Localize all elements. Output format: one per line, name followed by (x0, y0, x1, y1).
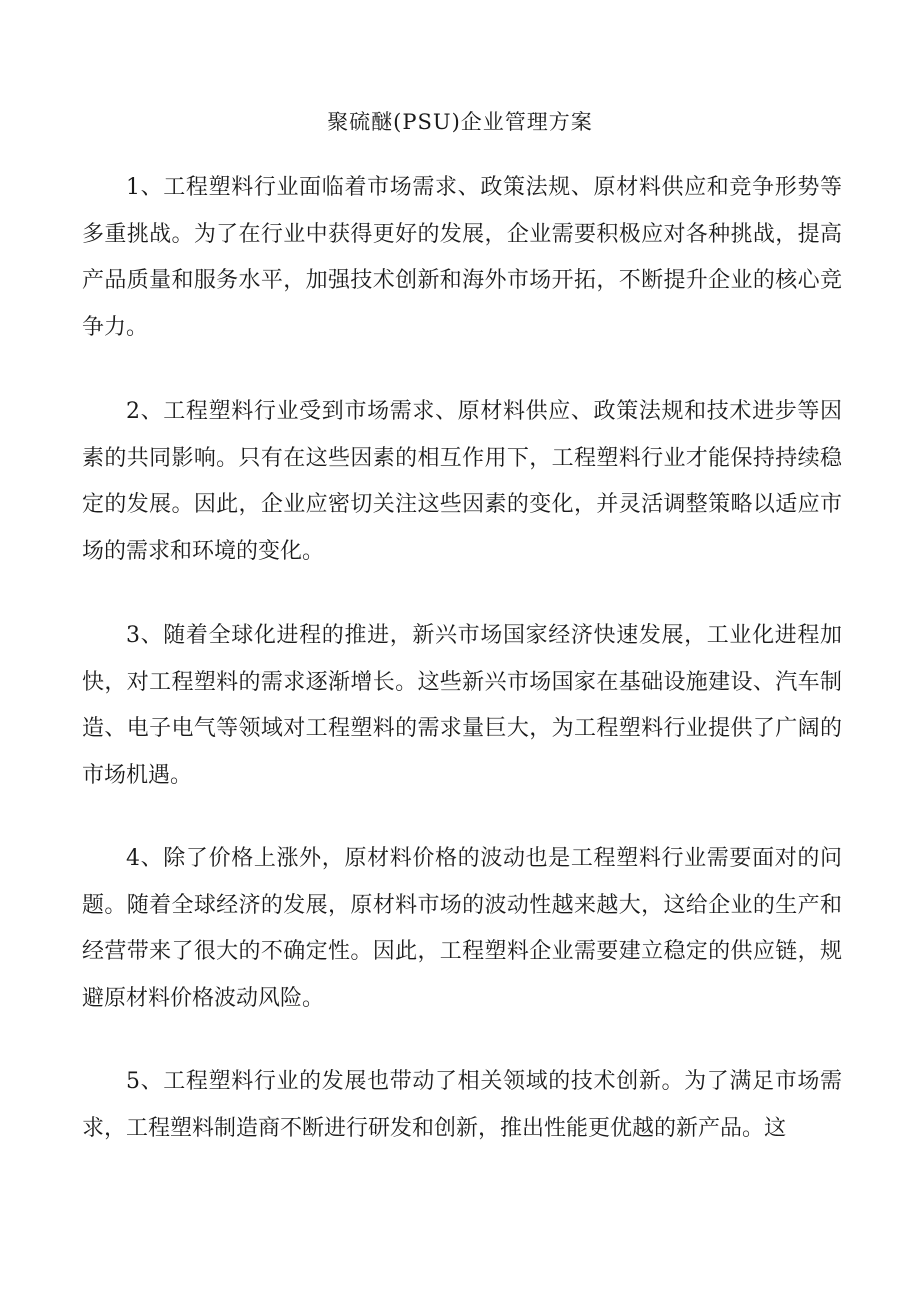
paragraph-4: 4、除了价格上涨外，原材料价格的波动也是工程塑料行业需要面对的问题。随着全球经济的发展，原材料市场的波动性越来越大，这给企业的生产和经营带来了很大的不确定性。因此，工程塑料企业需要建立稳定的供应链，规避原材料价格波动风险。 (82, 846, 842, 1012)
paragraph-1: 1、工程塑料行业面临着市场需求、政策法规、原材料供应和竞争形势等多重挑战。为了在行业中获得更好的发展，企业需要积极应对各种挑战，提高产品质量和服务水平，加强技术创新和海外市场开拓，不断提升企业的核心竞争力。 (82, 175, 842, 341)
paragraph-5: 5、工程塑料行业的发展也带动了相关领域的技术创新。为了满足市场需求，工程塑料制造商不断进行研发和创新，推出性能更优越的新产品。这 (82, 1069, 842, 1141)
document-title: 聚硫醚(PSU)企业管理方案 (327, 110, 593, 134)
paragraph-3: 3、随着全球化进程的推进，新兴市场国家经济快速发展，工业化进程加快，对工程塑料的需求逐渐增长。这些新兴市场国家在基础设施建设、汽车制造、电子电气等领域对工程塑料的需求量巨大，为工程塑料行业提供了广阔的市场机遇。 (82, 623, 842, 789)
paragraph-2: 2、工程塑料行业受到市场需求、原材料供应、政策法规和技术进步等因素的共同影响。只有在这些因素的相互作用下，工程塑料行业才能保持持续稳定的发展。因此，企业应密切关注这些因素的变化，并灵活调整策略以适应市场的需求和环境的变化。 (82, 399, 842, 565)
